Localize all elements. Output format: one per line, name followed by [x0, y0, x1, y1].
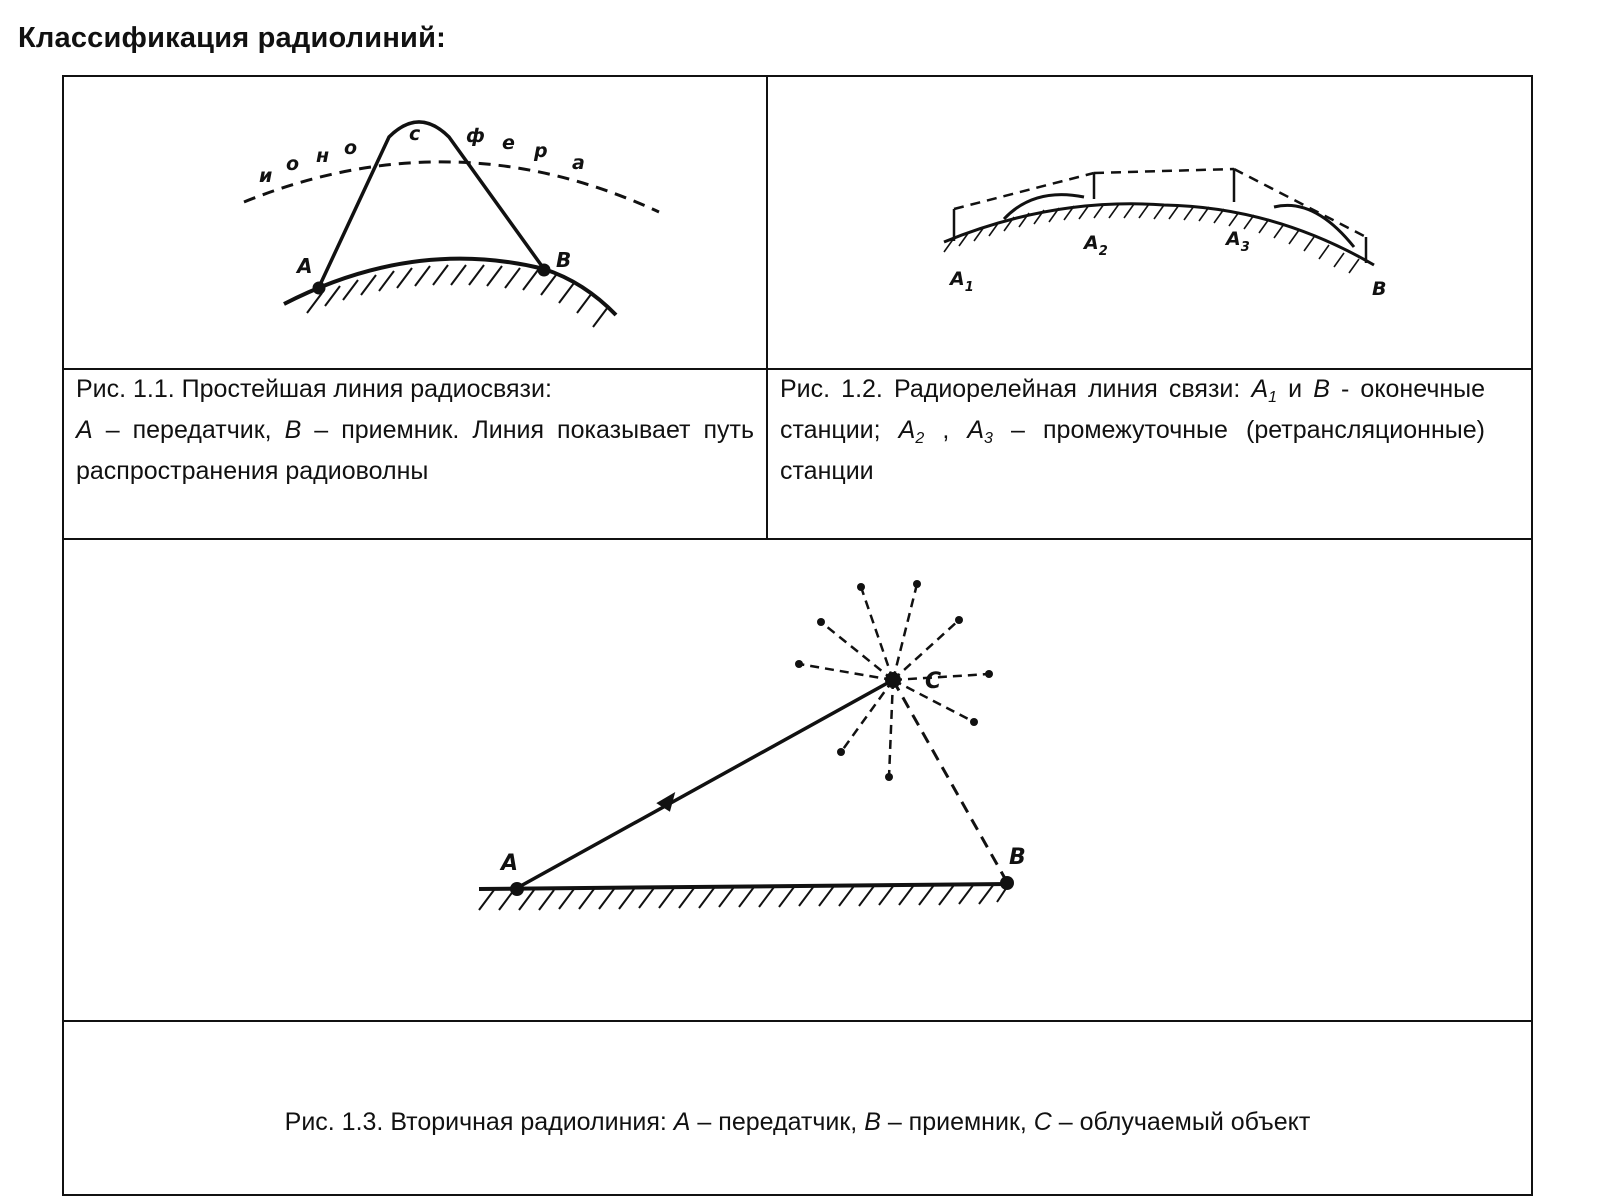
terrain-hatching [944, 204, 1359, 273]
table-divider [766, 77, 768, 540]
ionosphere-letter: а [572, 152, 585, 174]
transmitter-point [313, 282, 326, 295]
caption-body: Рис. 1.3. Вторичная радиолиния: A – передатчик, B – приемник, C – облучаемый объект [284, 1108, 1311, 1136]
table-divider [64, 1020, 1531, 1022]
label-a3: $A_3$ [1226, 228, 1250, 255]
label-b: B [556, 248, 572, 272]
label-a: A [297, 254, 313, 278]
label-a: A [501, 851, 519, 876]
ionosphere-letter: ф [466, 125, 485, 147]
incident-ray [517, 680, 893, 888]
figure-1-1-diagram [204, 107, 724, 332]
relay-links [954, 169, 1366, 237]
arrow-head [656, 792, 682, 816]
ionosphere-diagram [204, 107, 724, 332]
ionosphere-letter: е [502, 132, 515, 154]
receiver-point [1000, 876, 1014, 890]
receiver-point [538, 264, 551, 277]
caption-body: Рис. 1.2. Радиорелейная линия связи: $A_1$ и B - оконечные станции; $A_2$ , $A_3$ – промежуточные (ретрансляционные) станции [780, 375, 1486, 485]
label-b: B [1009, 845, 1026, 870]
caption-title: Рис. 1.1. Простейшая линия радиосвязи: [76, 375, 552, 403]
relay-diagram [934, 137, 1404, 317]
ionosphere-letter: р [534, 140, 548, 162]
ionosphere-letter: о [344, 137, 358, 159]
label-a2: $A_2$ [1084, 232, 1108, 259]
figure-1-3-caption [64, 1102, 1531, 1143]
label-b: B [1372, 278, 1387, 300]
figure-1-2-diagram [934, 137, 1404, 317]
figure-table [62, 75, 1533, 1196]
ionosphere-letter: и [259, 165, 273, 187]
table-divider [64, 538, 1531, 540]
relay-masts [954, 169, 1366, 263]
ground-line [479, 884, 1009, 889]
ionosphere-letter: с [409, 123, 421, 145]
ionosphere-line [244, 162, 659, 212]
ionosphere-letter: о [286, 153, 300, 175]
irradiated-object [885, 672, 901, 688]
ionosphere-letter: н [316, 145, 330, 167]
caption-body: A – передатчик, B – приемник. Линия показывает путь распространения радиоволны [76, 416, 754, 485]
figure-1-2-caption [780, 369, 1485, 492]
figure-1-3-diagram [469, 572, 1049, 962]
label-c: C [925, 669, 942, 694]
ionosphere-label [259, 123, 585, 187]
label-a1: $A_1$ [950, 268, 974, 295]
figure-1-1-caption [76, 369, 754, 492]
transmitter-point [510, 882, 524, 896]
secondary-radio-diagram [469, 572, 1049, 962]
section-heading: Классификация радиолиний: [18, 22, 446, 54]
